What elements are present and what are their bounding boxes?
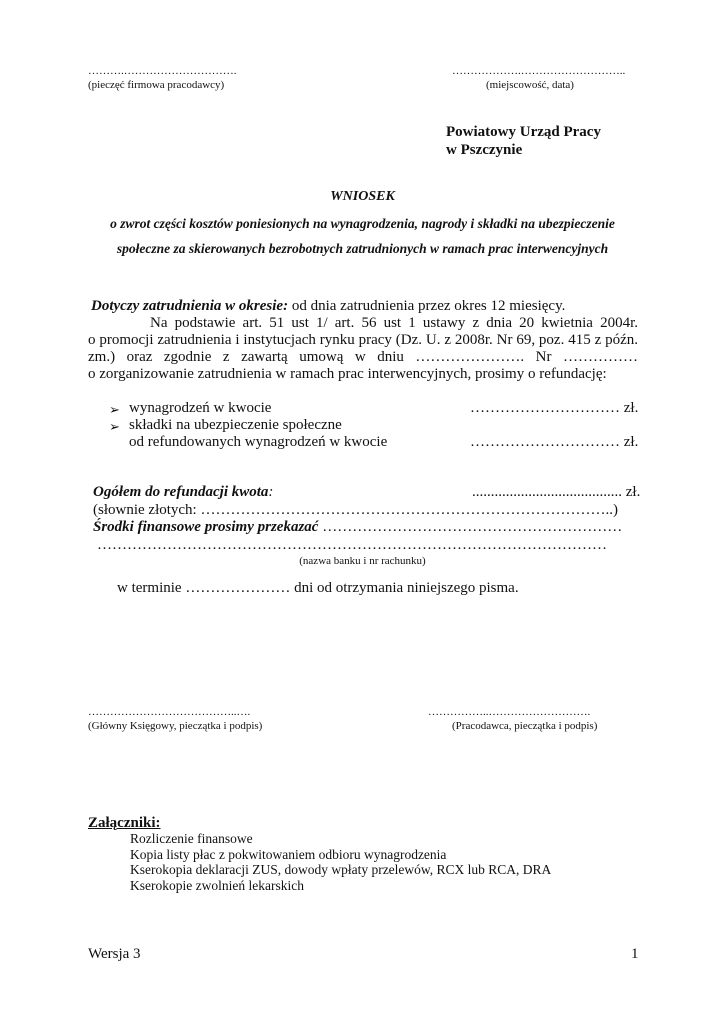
paragraph-line-2: o promocji zatrudnienia i instytucjach rynku pracy (Dz. U. z 2008r. Nr 69, poz. 415 z późn. — [88, 332, 638, 348]
total-label-group — [93, 484, 273, 501]
employer-stamp-caption: (pieczęć firmowa pracodawcy) — [88, 79, 225, 91]
page-number: 1 — [631, 946, 639, 962]
attachment-item: Kserokopia deklaracji ZUS, dowody wpłaty przelewów, RCX lub RCA, DRA — [130, 862, 552, 877]
attachment-item: Kopia listy płac z pokwitowaniem odbioru wynagrodzenia — [130, 846, 447, 862]
attachments-heading: Załączniki: — [88, 815, 161, 831]
attachment-item: Kserokopie zwolnień lekarskich — [130, 877, 304, 893]
item-wages-label: wynagrodzeń w kwocie — [129, 400, 272, 416]
total-colon: : — [268, 484, 274, 500]
recipient-line-2: w Pszczynie — [446, 142, 523, 158]
recipient-line-1: Powiatowy Urząd Pracy — [446, 124, 601, 140]
item-contributions-amount: ………………………… zł. — [470, 434, 639, 450]
bullet-arrow-icon: ➢ — [109, 419, 120, 434]
employer-stamp-dots: ……….…………………………. — [88, 65, 237, 77]
place-date-caption: (miejscowość, data) — [486, 79, 574, 91]
attachment-item: Rozliczenie finansowe — [130, 831, 253, 846]
bank-account-caption: (nazwa banku i nr rachunku) — [299, 555, 426, 567]
period-value: od dnia zatrudnienia przez okres 12 miesięcy. — [291, 298, 566, 314]
transfer-line — [93, 519, 622, 536]
item-contributions-label: składki na ubezpieczenie społeczne — [129, 417, 342, 433]
bullet-arrow-icon: ➢ — [109, 402, 120, 417]
paragraph-line-1: Na podstawie art. 51 ust 1/ art. 56 ust 1 ustawy z dnia 20 kwietnia 2004r. — [150, 315, 638, 331]
version-label: Wersja 3 — [88, 946, 141, 962]
document-title: WNIOSEK — [330, 189, 395, 204]
item-contributions-label-2: od refundowanych wynagrodzeń w kwocie — [129, 434, 388, 450]
paragraph-line-3: zm.) oraz zgodnie z zawartą umową w dniu …………………. Nr …………… — [88, 349, 638, 365]
employment-period — [91, 298, 565, 315]
item-wages-amount: ………………………… zł. — [470, 400, 639, 416]
employer-signature-dots: ……………..………………………. — [428, 706, 591, 718]
document-subtitle-1: o zwrot części kosztów poniesionych na wynagrodzenia, nagrody i składki na ubezpieczenie — [110, 216, 615, 231]
employer-signature-caption: (Pracodawca, pieczątka i podpis) — [452, 720, 598, 732]
chief-accountant-signature-dots: …………………………………..…. — [88, 706, 251, 718]
bank-account-dots: ………………………………………………………………………………………… — [97, 537, 607, 553]
deadline-line: w terminie ………………… dni od otrzymania niniejszego pisma. — [117, 580, 519, 596]
attachments-list — [130, 831, 551, 893]
total-in-words: (słownie złotych: ………………………………………………………………………..) — [93, 502, 618, 518]
paragraph-line-4: o zorganizowanie zatrudnienia w ramach prac interwencyjnych, prosimy o refundację: — [88, 366, 607, 382]
chief-accountant-signature-caption: (Główny Księgowy, pieczątka i podpis) — [88, 720, 263, 732]
transfer-label: Środki finansowe prosimy przekazać — [93, 519, 319, 535]
period-label: Dotyczy zatrudnienia w okresie: — [91, 298, 289, 314]
total-amount: ........................................ zł. — [472, 484, 641, 500]
document-subtitle-2: społeczne za skierowanych bezrobotnych zatrudnionych w ramach prac interwencyjnych — [116, 241, 609, 256]
place-date-dots: ……………….……………………….. — [452, 65, 626, 77]
total-label: Ogółem do refundacji kwota — [93, 484, 269, 500]
transfer-dots: …………………………………………………… — [322, 519, 623, 535]
